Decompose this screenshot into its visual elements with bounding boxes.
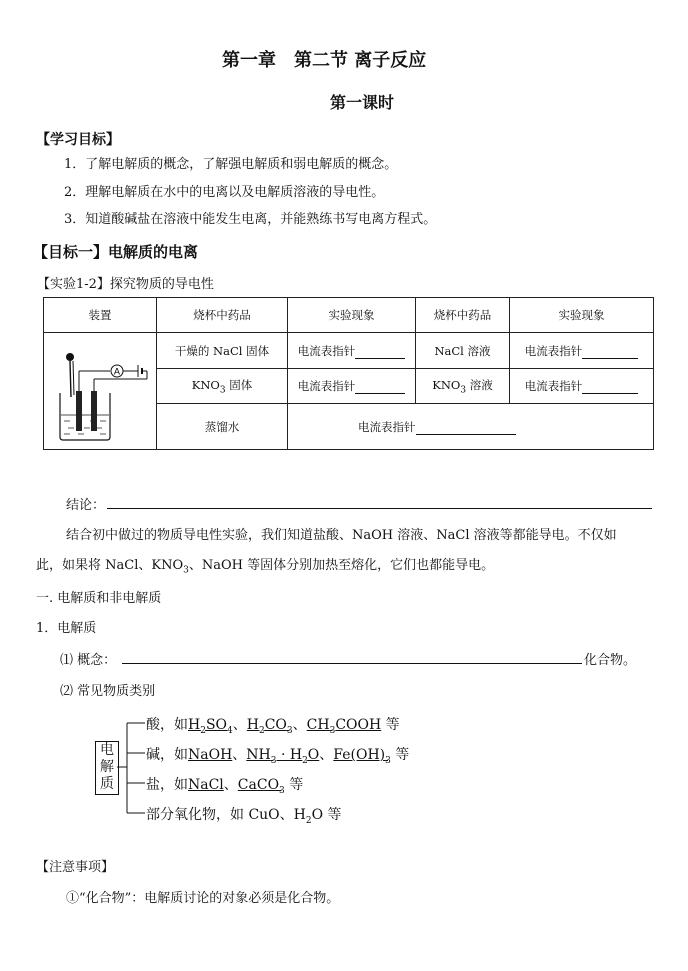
apparatus-cell — [44, 333, 157, 450]
common-label: ⑵ 常见物质类别 — [60, 684, 156, 699]
class-salt: 盐，如NaCl、CaCO$_3$ 等 — [146, 777, 304, 796]
observation-cell: 电流表指针 — [510, 369, 654, 404]
class-oxide: 部分氧化物，如 CuO、$H_2O$ 等 — [146, 807, 342, 826]
substance-cell: $KNO_3$ 溶液 — [416, 369, 510, 404]
goal-item-2: 2．理解电解质在水中的电离以及电解质溶液的导电性。 — [64, 185, 385, 200]
page-subtitle: 第一课时 — [330, 93, 395, 112]
concept-label: ⑴ 概念： — [60, 653, 117, 668]
table-header: 装置 — [44, 298, 157, 333]
subsection-heading: 1．电解质 — [36, 621, 97, 636]
note-item-1: ①“化合物”：电解质讨论的对象必须是化合物。 — [66, 891, 340, 906]
goals-heading: 【学习目标】 — [36, 132, 120, 148]
substance-cell: NaCl 溶液 — [416, 333, 510, 369]
concept-blank — [122, 663, 582, 664]
substance-cell: 蒸馏水 — [157, 404, 288, 450]
paragraph-line-1: 结合初中做过的物质导电性实验，我们知道盐酸、NaOH 溶液、NaCl 溶液等都能导电。不仅如 — [66, 528, 617, 543]
notes-heading: 【注意事项】 — [36, 860, 115, 875]
conclusion-blank — [107, 508, 652, 509]
experiment-table — [43, 297, 654, 450]
observation-cell: 电流表指针 — [288, 369, 416, 404]
conclusion-label: 结论： — [66, 498, 106, 513]
experiment-caption: 【实验1-2】探究物质的导电性 — [37, 277, 214, 292]
section-heading: 一. 电解质和非电解质 — [36, 591, 162, 606]
substance-cell: $KNO_3$ 固体 — [157, 369, 288, 404]
paragraph-line-2: 此，如果将 NaCl、$KNO_3$、NaOH 等固体分别加热至熔化，它们也都能导电。 — [36, 558, 495, 576]
apparatus-diagram — [50, 335, 150, 445]
table-header: 烧杯中药品 — [157, 298, 288, 333]
table-header: 实验现象 — [288, 298, 416, 333]
observation-cell: 电流表指针 — [288, 404, 654, 450]
class-acid: 酸，如$H_2SO_4$、$H_2CO_3$、$CH_3COOH$ 等 — [146, 717, 400, 736]
concept-suffix: 化合物。 — [584, 653, 637, 668]
table-header: 烧杯中药品 — [416, 298, 510, 333]
table-header: 实验现象 — [510, 298, 654, 333]
ammeter-label: A — [113, 367, 121, 377]
observation-cell: 电流表指针 — [288, 333, 416, 369]
electrolyte-box: 电 解 质 — [95, 741, 119, 795]
target1-heading: 【目标一】电解质的电离 — [33, 243, 199, 261]
goal-item-1: 1．了解电解质的概念，了解强电解质和弱电解质的概念。 — [64, 157, 398, 172]
class-base: 碱，如NaOH、$NH_3 \cdot H_2O$、$Fe(OH)_3$ 等 — [146, 747, 410, 766]
substance-cell: 干燥的 NaCl 固体 — [157, 333, 288, 369]
goal-item-3: 3．知道酸碱盐在溶液中能发生电离，并能熟练书写电离方程式。 — [64, 212, 437, 227]
observation-cell: 电流表指针 — [510, 333, 654, 369]
page-title: 第一章 第二节 离子反应 — [222, 50, 427, 71]
classification-brace — [117, 715, 147, 820]
